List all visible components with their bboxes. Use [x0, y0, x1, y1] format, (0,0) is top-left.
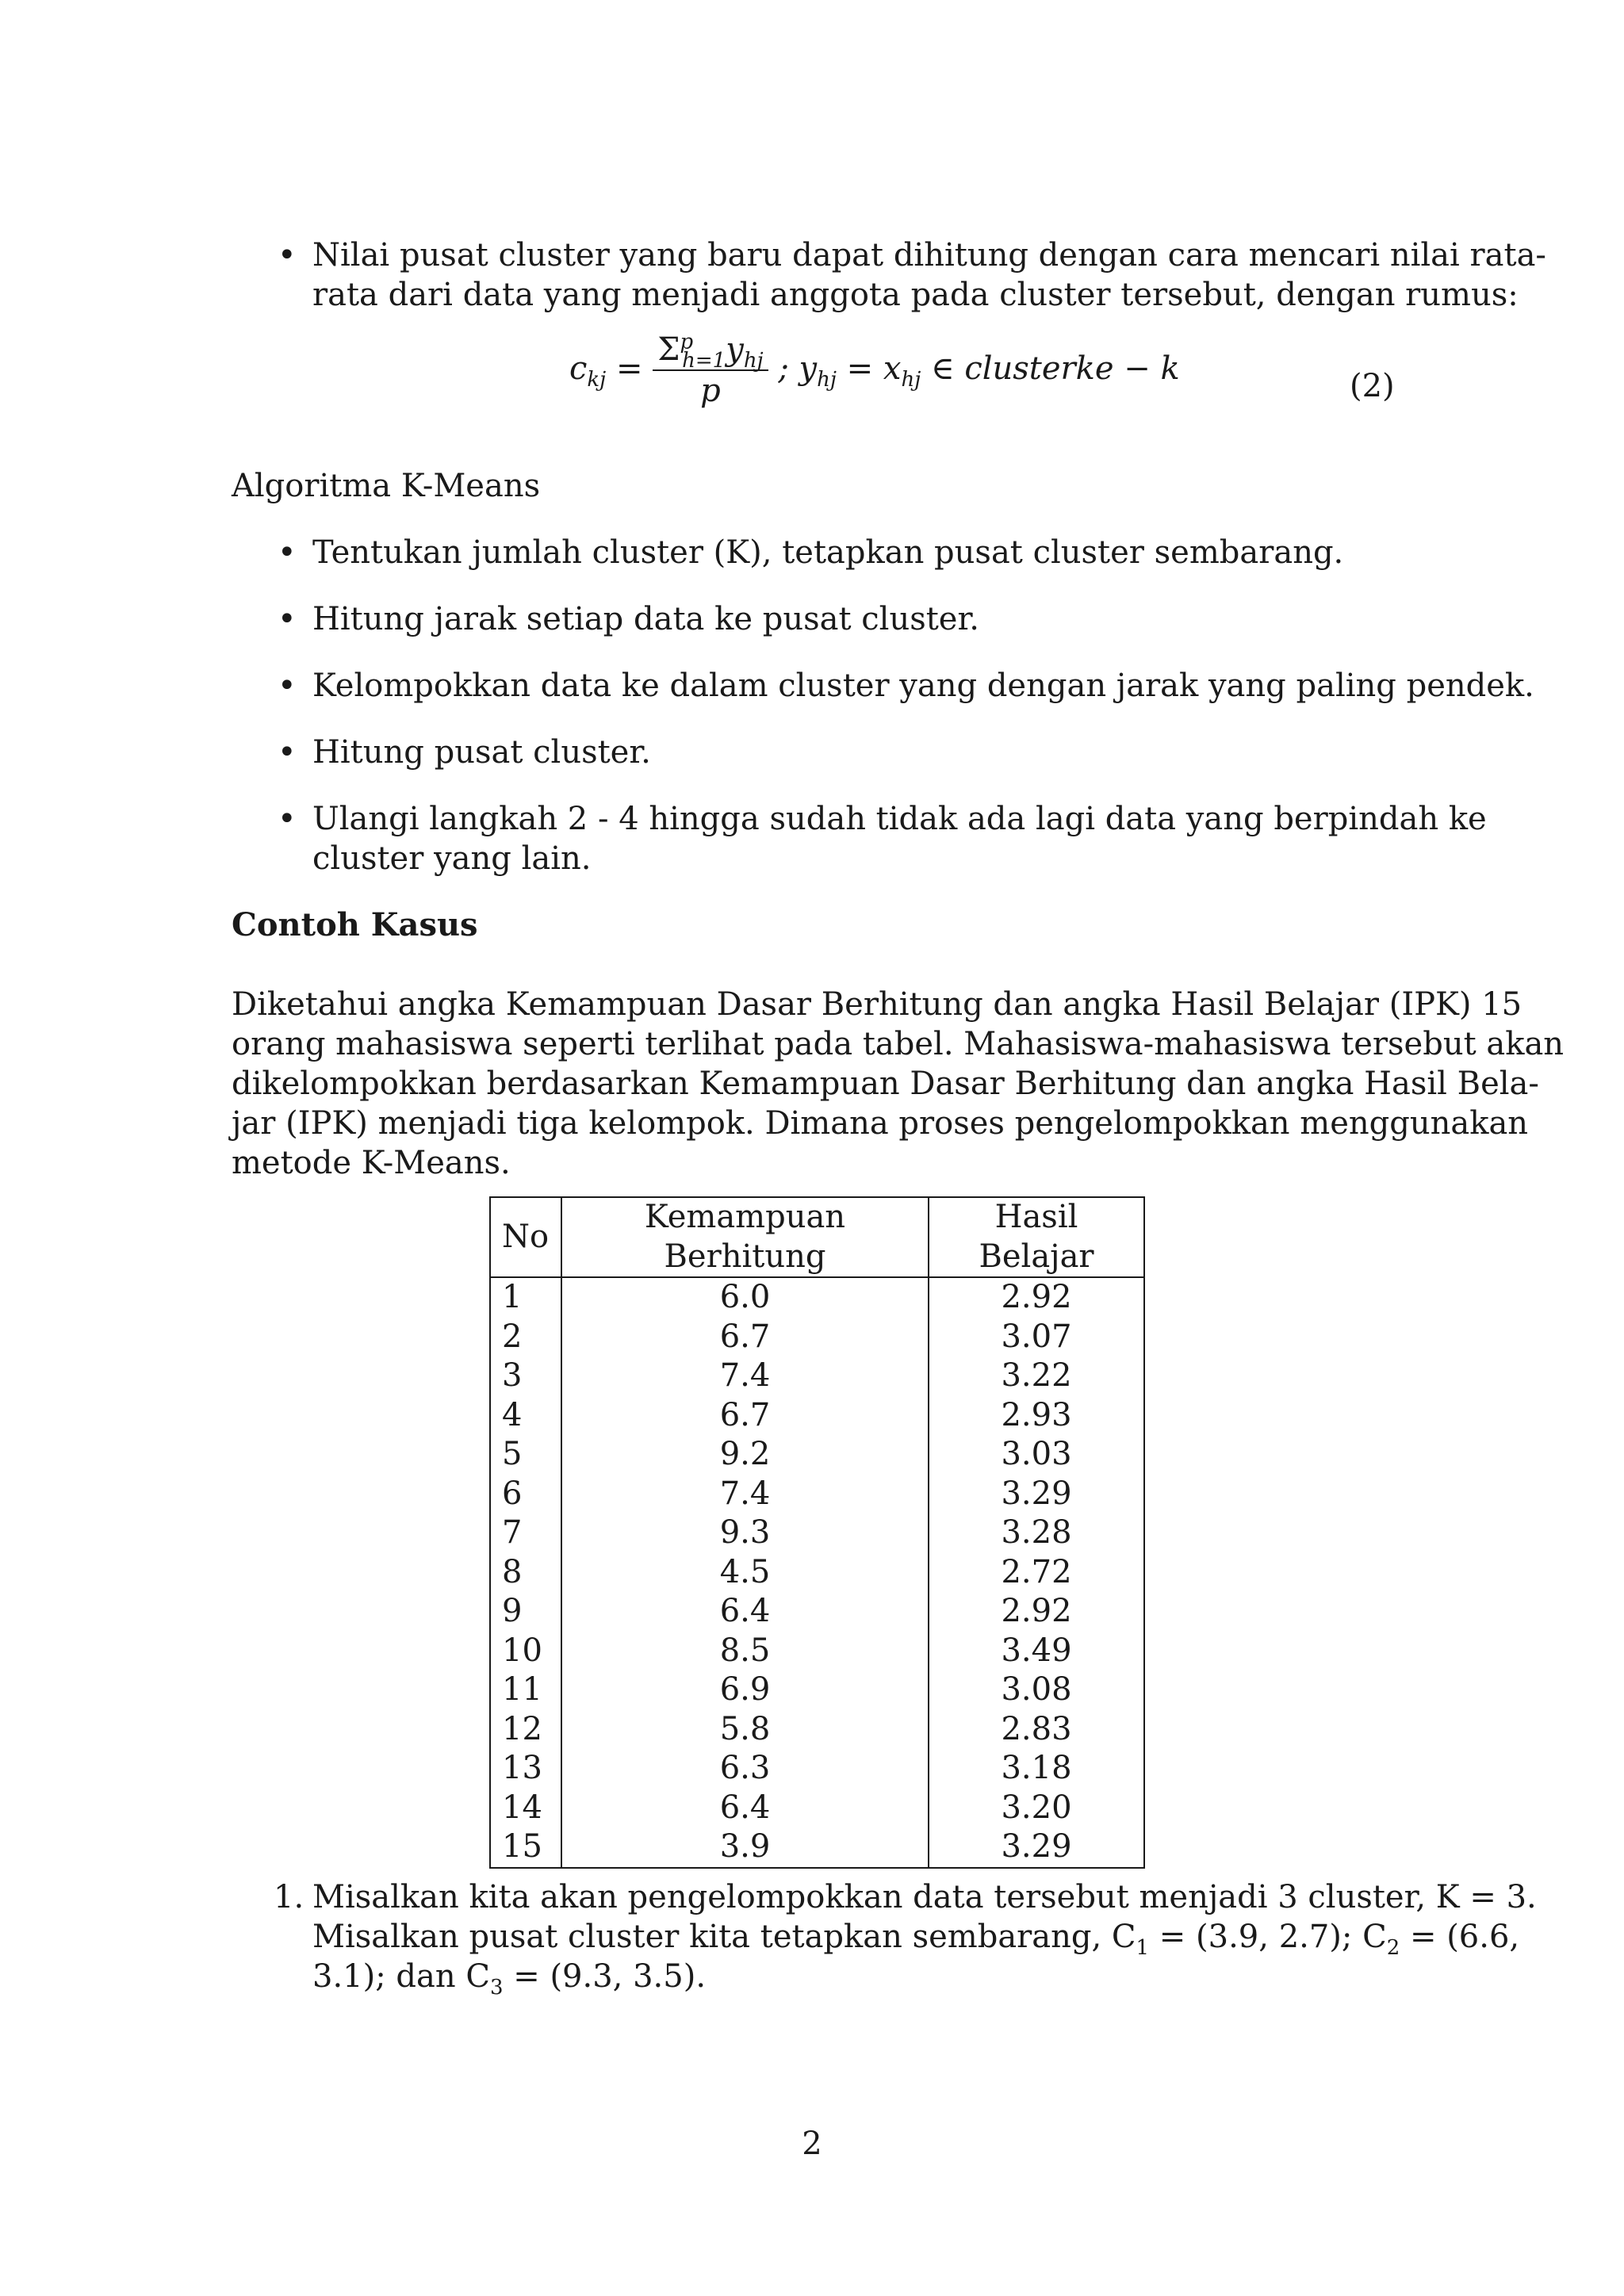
table-row [490, 1277, 1144, 1318]
case-paragraph-line: metode K-Means. [232, 1145, 511, 1181]
eq-lhs-sub: kj [587, 368, 607, 392]
table-row [490, 1632, 1144, 1671]
cell-no: 8 [490, 1553, 561, 1593]
bullet-marker: • [278, 734, 297, 771]
header-kemampuan: Kemampuan Berhitung [561, 1197, 929, 1277]
eq-num-var: y [726, 331, 744, 368]
eq-num-var-sub: hj [743, 349, 764, 373]
table-header-row [490, 1197, 1144, 1277]
algorithm-item: Kelompokkan data ke dalam cluster yang dengan jarak yang paling pendek. [312, 668, 1534, 704]
cell-no: 1 [490, 1277, 561, 1318]
cell-no: 10 [490, 1632, 561, 1671]
cell-kemampuan: 9.2 [561, 1435, 929, 1475]
cell-kemampuan: 6.0 [561, 1277, 929, 1318]
cell-kemampuan: 6.7 [561, 1318, 929, 1357]
cell-no: 3 [490, 1357, 561, 1396]
data-table [489, 1196, 1145, 1869]
eq-denominator: p [700, 373, 721, 409]
paragraph-line: Nilai pusat cluster yang baru dapat dihitung dengan cara mencari nilai rata- [312, 237, 1546, 274]
cell-hasil: 3.49 [929, 1632, 1144, 1671]
table-row [490, 1553, 1144, 1593]
cell-no: 5 [490, 1435, 561, 1475]
cell-kemampuan: 8.5 [561, 1632, 929, 1671]
algorithm-item: Ulangi langkah 2 - 4 hingga sudah tidak ada lagi data yang berpindah ke [312, 801, 1487, 837]
eq-sigma: Σ [657, 331, 680, 368]
bullet-marker: • [278, 801, 297, 837]
step1-sub: 1 [1136, 1936, 1150, 1960]
case-paragraph-line: orang mahasiswa seperti terlihat pada tabel. Mahasiswa-mahasiswa tersebut akan [232, 1026, 1565, 1062]
case-paragraph-line: Diketahui angka Kemampuan Dasar Berhitung dan angka Hasil Belajar (IPK) 15 [232, 986, 1522, 1023]
equation-centroid: $c_{kj}$ = $\frac{\Sigma^p_{h=1}y_{hj}}{p}$ ; $y_{hj} = x_{hj}$ ∈ clusterke − k [569, 330, 1180, 409]
bullet-marker: • [278, 237, 297, 274]
header-no: No [490, 1197, 561, 1277]
cell-hasil: 3.03 [929, 1435, 1144, 1475]
cell-hasil: 3.22 [929, 1357, 1144, 1396]
cell-kemampuan: 6.9 [561, 1670, 929, 1710]
case-paragraph-line: dikelompokkan berdasarkan Kemampuan Dasar Berhitung dan angka Hasil Bela- [232, 1066, 1539, 1102]
cell-hasil: 3.08 [929, 1670, 1144, 1710]
algorithm-item: Hitung pusat cluster. [312, 734, 651, 771]
cell-kemampuan: 6.4 [561, 1789, 929, 1828]
page-number: 2 [802, 2126, 822, 2162]
equation-number: (2) [1350, 368, 1395, 404]
algorithm-item: Hitung jarak setiap data ke pusat cluster. [312, 601, 979, 637]
eq-lhs: c [569, 350, 588, 387]
algorithm-heading: Algoritma K-Means [232, 468, 541, 504]
cell-kemampuan: 6.7 [561, 1396, 929, 1436]
cell-hasil: 3.28 [929, 1513, 1144, 1553]
cell-hasil: 3.18 [929, 1749, 1144, 1789]
cell-no: 13 [490, 1749, 561, 1789]
table-row [490, 1789, 1144, 1828]
step1-line [312, 1957, 707, 1999]
eq-rhs-a: ; y [778, 350, 818, 387]
table-row [490, 1396, 1144, 1436]
case-heading: Contoh Kasus [232, 906, 478, 943]
cell-no: 12 [490, 1710, 561, 1750]
eq-sigma-sub: h=1 [682, 349, 726, 373]
eq-fraction [653, 331, 768, 411]
table-row [490, 1749, 1144, 1789]
cell-kemampuan: 6.3 [561, 1749, 929, 1789]
cell-hasil: 3.29 [929, 1827, 1144, 1868]
table-row [490, 1710, 1144, 1750]
step1-sub: 2 [1386, 1936, 1400, 1960]
eq-rhs-b-sub: hj [901, 368, 921, 392]
bullet-marker: • [278, 601, 297, 637]
table-row [490, 1827, 1144, 1868]
cell-kemampuan: 7.4 [561, 1357, 929, 1396]
cell-hasil: 2.83 [929, 1710, 1144, 1750]
cell-no: 11 [490, 1670, 561, 1710]
eq-rhs-c: ∈ clusterke − k [921, 350, 1180, 387]
table-row [490, 1357, 1144, 1396]
table-row [490, 1670, 1144, 1710]
table-row [490, 1513, 1144, 1553]
cell-hasil: 2.72 [929, 1553, 1144, 1593]
cell-no: 14 [490, 1789, 561, 1828]
table-row [490, 1318, 1144, 1357]
cell-no: 2 [490, 1318, 561, 1357]
cell-kemampuan: 7.4 [561, 1475, 929, 1514]
cell-no: 9 [490, 1592, 561, 1632]
step1-text: = (3.9, 2.7); C [1149, 1919, 1387, 1955]
table-row [490, 1592, 1144, 1632]
step1-line [312, 1917, 1520, 1960]
step-marker: 1. [274, 1879, 304, 1915]
bullet-marker: • [278, 534, 297, 571]
step1-text: Misalkan pusat cluster kita tetapkan sembarang, C [312, 1919, 1136, 1955]
table-body [490, 1277, 1144, 1868]
cell-no: 4 [490, 1396, 561, 1436]
header-hasil: Hasil Belajar [929, 1197, 1144, 1277]
cell-hasil: 2.92 [929, 1592, 1144, 1632]
cell-kemampuan: 5.8 [561, 1710, 929, 1750]
eq-rhs-b: = x [836, 350, 902, 387]
cell-kemampuan: 4.5 [561, 1553, 929, 1593]
cell-hasil: 2.93 [929, 1396, 1144, 1436]
cell-hasil: 3.20 [929, 1789, 1144, 1828]
step1-text: = (9.3, 3.5). [503, 1958, 707, 1995]
cell-hasil: 3.07 [929, 1318, 1144, 1357]
cell-kemampuan: 6.4 [561, 1592, 929, 1632]
cell-no: 6 [490, 1475, 561, 1514]
bullet-marker: • [278, 668, 297, 704]
table-row [490, 1475, 1144, 1514]
step1-text: 3.1); dan C [312, 1958, 490, 1995]
eq-sigma-sup: p [680, 330, 694, 354]
paragraph-line: rata dari data yang menjadi anggota pada cluster tersebut, dengan rumus: [312, 277, 1519, 313]
eq-rhs-a-sub: hj [817, 368, 837, 392]
cell-no: 15 [490, 1827, 561, 1868]
step1-line: Misalkan kita akan pengelompokkan data tersebut menjadi 3 cluster, K = 3. [312, 1879, 1537, 1915]
cell-kemampuan: 3.9 [561, 1827, 929, 1868]
table-row [490, 1435, 1144, 1475]
case-paragraph-line: jar (IPK) menjadi tiga kelompok. Dimana proses pengelompokkan menggunakan [232, 1105, 1529, 1142]
cell-hasil: 3.29 [929, 1475, 1144, 1514]
cell-kemampuan: 9.3 [561, 1513, 929, 1553]
step1-text: = (6.6, [1400, 1919, 1520, 1955]
cell-hasil: 2.92 [929, 1277, 1144, 1318]
cell-no: 7 [490, 1513, 561, 1553]
algorithm-item: Tentukan jumlah cluster (K), tetapkan pusat cluster sembarang. [312, 534, 1344, 571]
algorithm-item-cont: cluster yang lain. [312, 840, 592, 877]
step1-sub: 3 [489, 1976, 504, 1999]
